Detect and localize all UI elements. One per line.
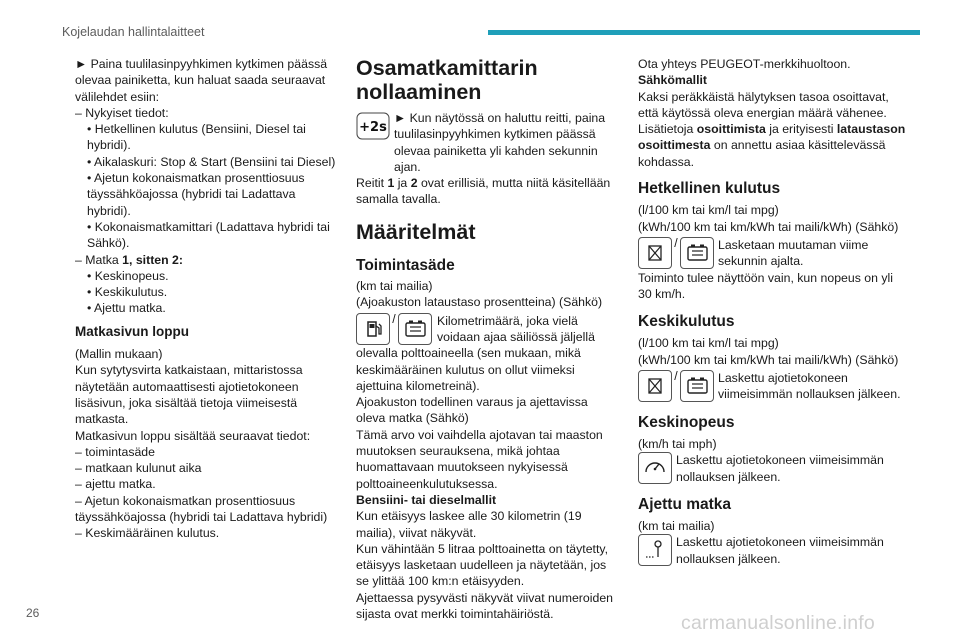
page-number: 26 — [26, 606, 40, 620]
instant-note: Toiminto tulee näyttöön vain, kun nopeus on yli 30 km/h. — [638, 270, 893, 301]
plus-2s-icon — [356, 110, 390, 142]
trip-summary-heading: Matkasivun loppu — [75, 323, 190, 339]
fuel-models-heading: Bensiini- tai dieselmallit — [356, 492, 497, 507]
range-unit: (km tai mailia) — [356, 279, 433, 294]
battery-plug-icon — [398, 313, 432, 345]
column-3 — [638, 56, 908, 567]
current-info-dash: – Nykyiset tiedot: — [75, 105, 169, 120]
fuel-line: Kun vähintään 5 litraa polttoainetta on täytetty, etäisyys lasketaan uudelleen ja näytetään, jos se ylittää 100 km:n etäisyyden. — [356, 541, 609, 589]
column-2 — [356, 56, 620, 622]
list-item: • Aikalaskuri: Stop & Start (Bensiini tai Diesel) — [87, 154, 336, 169]
instant-unit: (kWh/100 km tai km/kWh tai maili/kWh) (Sähkö) — [638, 219, 899, 234]
avgspeed-icon-text: Laskettu ajotietokoneen viimeisimmän nollauksen jälkeen. — [676, 453, 884, 484]
running-header: Kojelaudan hallintalaitteet — [62, 25, 205, 39]
range-icon-text: Kilometrimäärä, joka vielä voidaan ajaa säiliössä jäljellä olevalla polttoaineella (sen mukaan, mikä keskimääräinen kulutus on ollut viimeksi ajettuina kilometreinä). — [356, 313, 595, 393]
icon-separator: / — [674, 369, 678, 384]
intro-text: ► Paina tuulilasinpyyhkimen kytkimen päässä olevaa painiketta, kun haluat saada seuraavat välilehdet esiin: — [75, 57, 328, 104]
fuel-gauge-icon — [638, 370, 672, 402]
fuel-pump-icon — [356, 313, 390, 345]
avgcons-unit: (l/100 km tai km/l tai mpg) — [638, 336, 779, 351]
svg-text:+2s: +2s — [359, 120, 387, 135]
range-line: Tämä arvo voi vaihdella ajotavan tai maaston muutoksen seurauksena, mikä johtaa huomattavaan muutokseen nykyisessä polttoaineenkulutuksessa. — [356, 427, 603, 491]
instant-icon-row — [638, 237, 908, 270]
instant-unit: (l/100 km tai km/l tai mpg) — [638, 203, 779, 218]
header-accent-bar — [488, 30, 920, 35]
fuel-gauge-icon — [638, 237, 672, 269]
summary-line: – Keskimääräinen kulutus. — [75, 526, 220, 541]
electric-more: Lisätietoja osoittimista ja erityisesti lataustason osoittimesta on annettu asiaa käsittelevässä kohdassa. — [638, 122, 906, 169]
range-icon-row — [356, 313, 620, 394]
range-line: Ajoakuston todellinen varaus ja ajettavissa oleva matka (Sähkö) — [356, 395, 588, 426]
reset-heading-line-2: nollaaminen — [356, 80, 482, 104]
list-item: • Kokonaismatkamittari (Ladattava hybridi tai Sähkö). — [87, 219, 330, 251]
distance-unit: (km tai mailia) — [638, 519, 715, 534]
summary-line: – ajettu matka. — [75, 477, 156, 492]
watermark: carmanualsonline.info — [681, 612, 875, 634]
list-item: • Hetkellinen kulutus (Bensiini, Diesel tai hybridi). — [87, 122, 306, 153]
summary-line: Kun sytytysvirta katkaistaan, mittaristossa näytetään automaattisesti ajotietokoneen lisäsivun, joka sisältää tietoja viimeisestä matkasta. — [75, 363, 303, 427]
avgspeed-heading: Keskinopeus — [638, 413, 735, 431]
distance-heading: Ajettu matka — [638, 495, 732, 513]
reset-text: ► Kun näytössä on haluttu reitti, paina tuulilasinpyyhkimen kytkimen päässä olevaa painiketta yli kahden sekunnin ajan. — [394, 111, 606, 174]
avgcons-icon-text: Laskettu ajotietokoneen viimeisimmän nollauksen jälkeen. — [718, 371, 901, 402]
distance-icon-text: Laskettu ajotietokoneen viimeisimmän nollauksen jälkeen. — [676, 535, 884, 566]
fuel-line: Ajettaessa pysyvästi näkyvät viivat numeroiden sijasta ovat merkki toimintahäiriöstä. — [356, 590, 613, 622]
instant-heading: Hetkellinen kulutus — [638, 180, 781, 198]
avgcons-unit: (kWh/100 km tai km/kWh tai maili/kWh) (Sähkö) — [638, 352, 899, 367]
trip-dash: – Matka 1, sitten 2: — [75, 252, 183, 267]
list-item: • Ajettu matka. — [87, 301, 166, 316]
contact-line: Ota yhteys PEUGEOT-merkkihuoltoon. — [638, 57, 851, 71]
range-unit: (Ajoakuston lataustaso prosentteina) (Sähkö) — [356, 295, 603, 310]
electric-heading: Sähkömallit — [638, 73, 708, 88]
distance-icon-row — [638, 534, 908, 567]
avgspeed-unit: (km/h tai mph) — [638, 436, 717, 451]
avgcons-heading: Keskikulutus — [638, 313, 735, 331]
summary-line: – toimintasäde — [75, 444, 155, 459]
summary-line: (Mallin mukaan) — [75, 347, 163, 362]
range-heading: Toimintasäde — [356, 256, 455, 274]
summary-line: – Ajetun kokonaismatkan prosenttiosuus täyssähköajossa (hybridi tai Ladattava hybridi) — [75, 493, 328, 525]
location-pin-icon — [638, 534, 672, 566]
battery-icon — [680, 237, 714, 269]
icon-separator: / — [392, 311, 396, 326]
definitions-heading: Määritelmät — [356, 219, 476, 244]
list-item: • Keskikulutus. — [87, 285, 168, 300]
summary-line: – matkaan kulunut aika — [75, 461, 202, 476]
reset-instruction — [356, 110, 620, 175]
summary-line: Matkasivun loppu sisältää seuraavat tiedot: — [75, 428, 311, 443]
avgcons-icon-row — [638, 370, 908, 403]
list-item: • Ajetun kokonaismatkan prosenttiosuus täyssähköajossa (hybridi tai Ladattava hybridi). — [87, 171, 305, 218]
list-item: • Keskinopeus. — [87, 268, 169, 283]
icon-separator: / — [674, 235, 678, 250]
column-1 — [75, 56, 337, 542]
reset-note: Reitit 1 ja 2 ovat erillisiä, mutta niitä käsitellään samalla tavalla. — [356, 176, 611, 207]
battery-icon — [680, 370, 714, 402]
speedometer-icon — [638, 452, 672, 484]
fuel-line: Kun etäisyys laskee alle 30 kilometrin (19 mailia), viivat näkyvät. — [356, 509, 582, 540]
reset-heading-line-1: Osamatkamittarin — [356, 56, 538, 80]
electric-text: Kaksi peräkkäistä hälytyksen tasoa osoittavat, että käytössä oleva energian määrä vähenee. — [638, 89, 889, 120]
avgspeed-icon-row — [638, 452, 908, 485]
instant-icon-text: Lasketaan muutaman viime sekunnin ajalta. — [718, 237, 869, 269]
